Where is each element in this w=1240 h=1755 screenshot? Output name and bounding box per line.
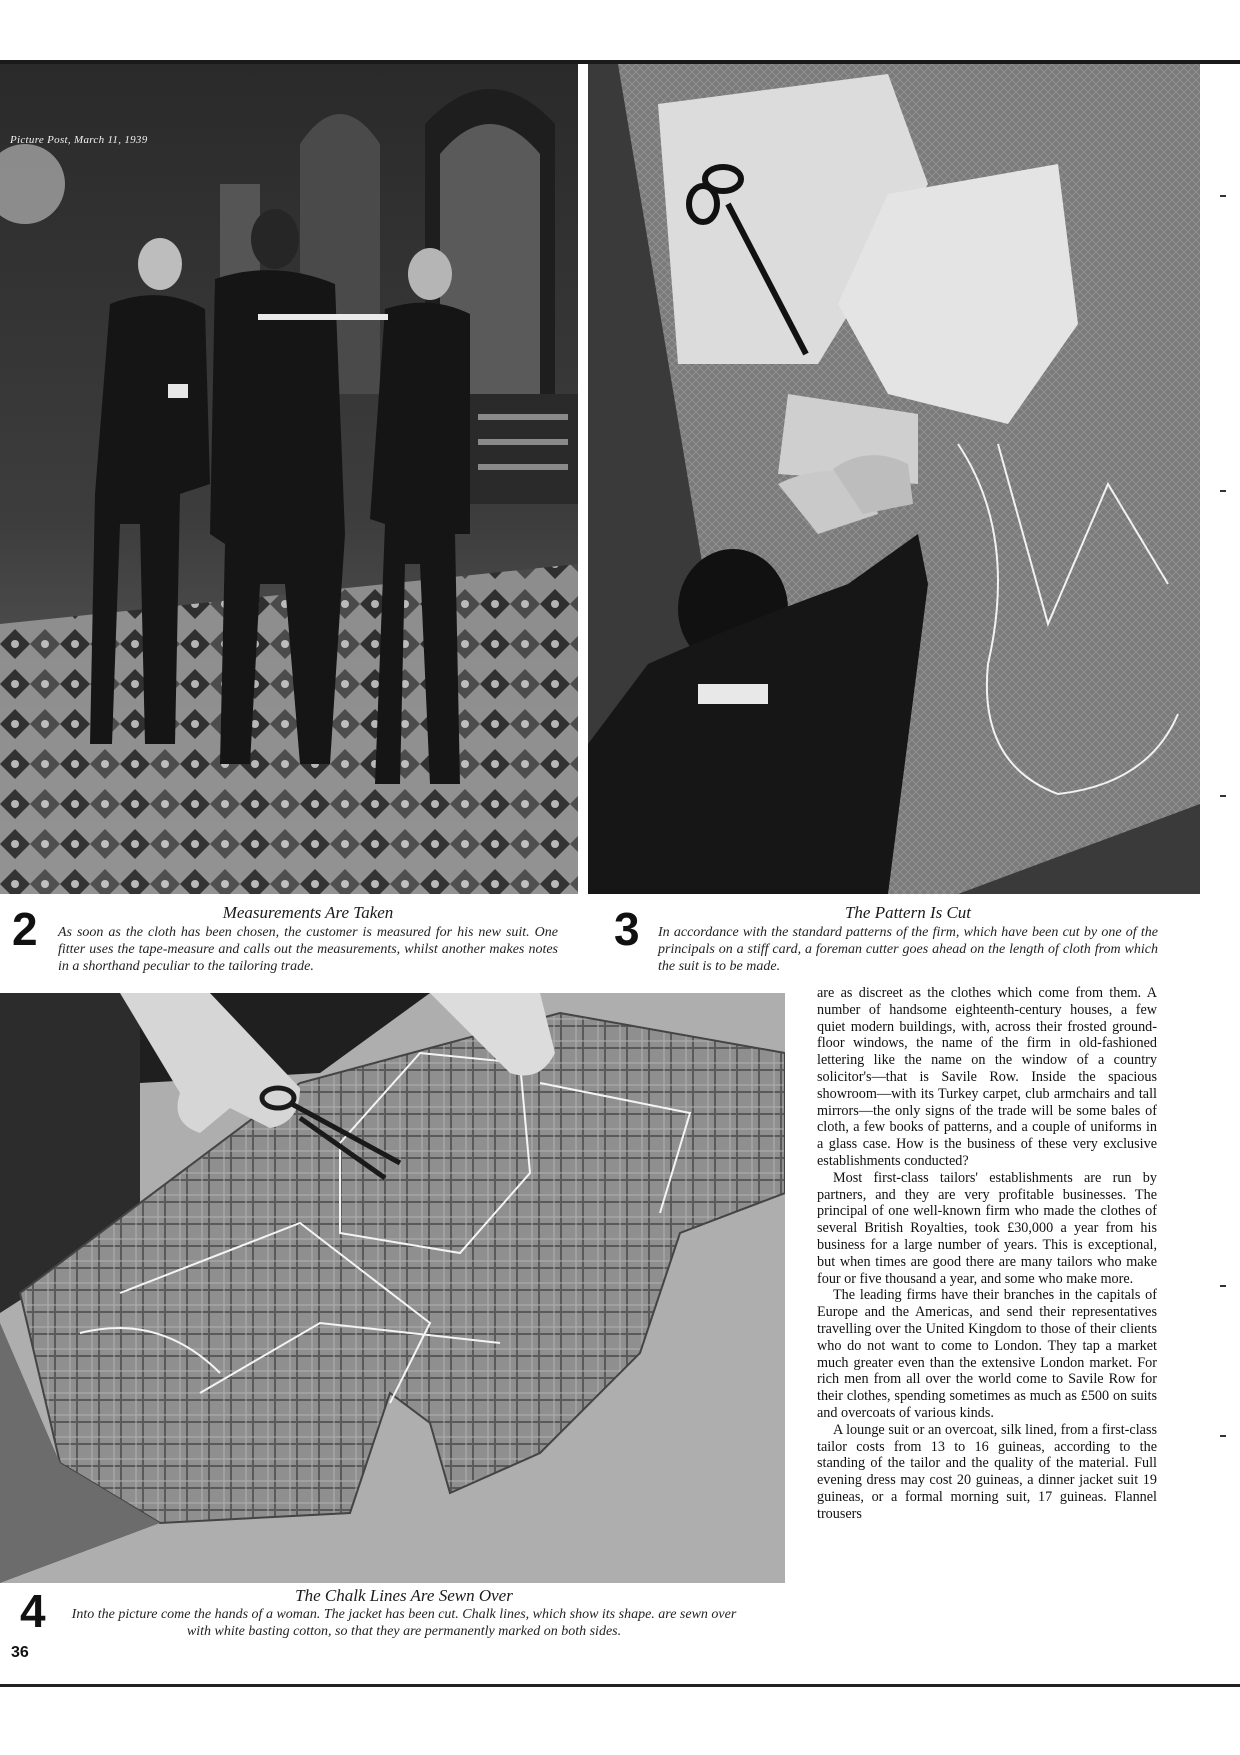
caption-title-2: Measurements Are Taken — [222, 903, 394, 922]
photo-chalk-lines — [0, 993, 785, 1583]
binding-mark — [1220, 795, 1226, 797]
caption-title-4: The Chalk Lines Are Sewn Over — [295, 1586, 513, 1605]
article-column — [817, 985, 1157, 1523]
article-paragraph-2: Most first-class tailors' establishments are run by partners, and they are very profitable businesses. The principal of one well-known firm who made the clothes of several British Royalties, took £30,000 a year from his business for a large number of years. This is exceptional, but when times are good there are many tailors who make four or five thousand a year, and some who make more. — [817, 1169, 1157, 1287]
binding-mark — [1220, 195, 1226, 197]
photo-pattern — [588, 64, 1200, 894]
caption-text-3: In accordance with the standard patterns of the firm, which have been cut by one of the principals on a stiff card, a foreman cutter goes ahead on the length of cloth from which the suit is to be made. — [658, 925, 1158, 974]
caption-number-3: 3 — [614, 903, 640, 955]
cutter-pattern-photo — [588, 64, 1200, 894]
tailor-fitting-photo — [0, 64, 578, 894]
caption-number-4: 4 — [20, 1585, 46, 1637]
scissors-cloth-photo — [0, 993, 785, 1583]
binding-mark — [1220, 490, 1226, 492]
page-number: 36 — [11, 1644, 29, 1661]
bottom-rule — [0, 1684, 1240, 1687]
caption-text-4: Into the picture come the hands of a woman. The jacket has been cut. Chalk lines, which show its shape. are sewn over with white basting cotton, so that they are permanently marked on both sides. — [71, 1607, 737, 1639]
caption-text-2: As soon as the cloth has been chosen, the customer is measured for his new suit. One fitter uses the tape-measure and calls out the measurements, whilst another makes notes in a shorthand peculiar to the tailoring trade. — [58, 925, 558, 974]
photo-measurements — [0, 64, 578, 894]
binding-mark — [1220, 1435, 1226, 1437]
dateline: Picture Post, March 11, 1939 — [10, 134, 148, 146]
article-paragraph-4: A lounge suit or an overcoat, silk lined, from a first-class tailor costs from 13 to 16 guineas, according to the standing of the tailor and the quality of the material. Full evening dress may cost 20 guineas, a dinner jacket suit 19 guineas, or a formal morning suit, 17 guineas. Flannel trousers — [817, 1421, 1157, 1522]
article-paragraph-1: are as discreet as the clothes which come from them. A number of handsome eighteenth-century houses, a few quiet modern buildings, with, across their frosted ground-floor windows, the name of the firm in old-fashioned lettering like the name on the window of a country solicitor's—that is Savile Row. Inside the spacious showroom—with its Turkey carpet, club armchairs and tall mirrors—the only signs of the trade will be some bales of cloth, a few books of patterns, and a couple of uniforms in a glass case. How is the business of these very exclusive establishments conducted? — [817, 985, 1157, 1169]
caption-title-3: The Pattern Is Cut — [844, 903, 972, 922]
caption-number-2: 2 — [12, 903, 38, 955]
article-paragraph-3: The leading firms have their branches in the capitals of Europe and the Americas, and send their representatives travelling over the United Kingdom to those of their clients who do not want to come to London. They tap a market much greater even than the extensive London market. For rich men from all over the world come to Savile Row for their clothes, spending sometimes as much as £500 on suits and overcoats of various kinds. — [817, 1287, 1157, 1421]
binding-mark — [1220, 1285, 1226, 1287]
